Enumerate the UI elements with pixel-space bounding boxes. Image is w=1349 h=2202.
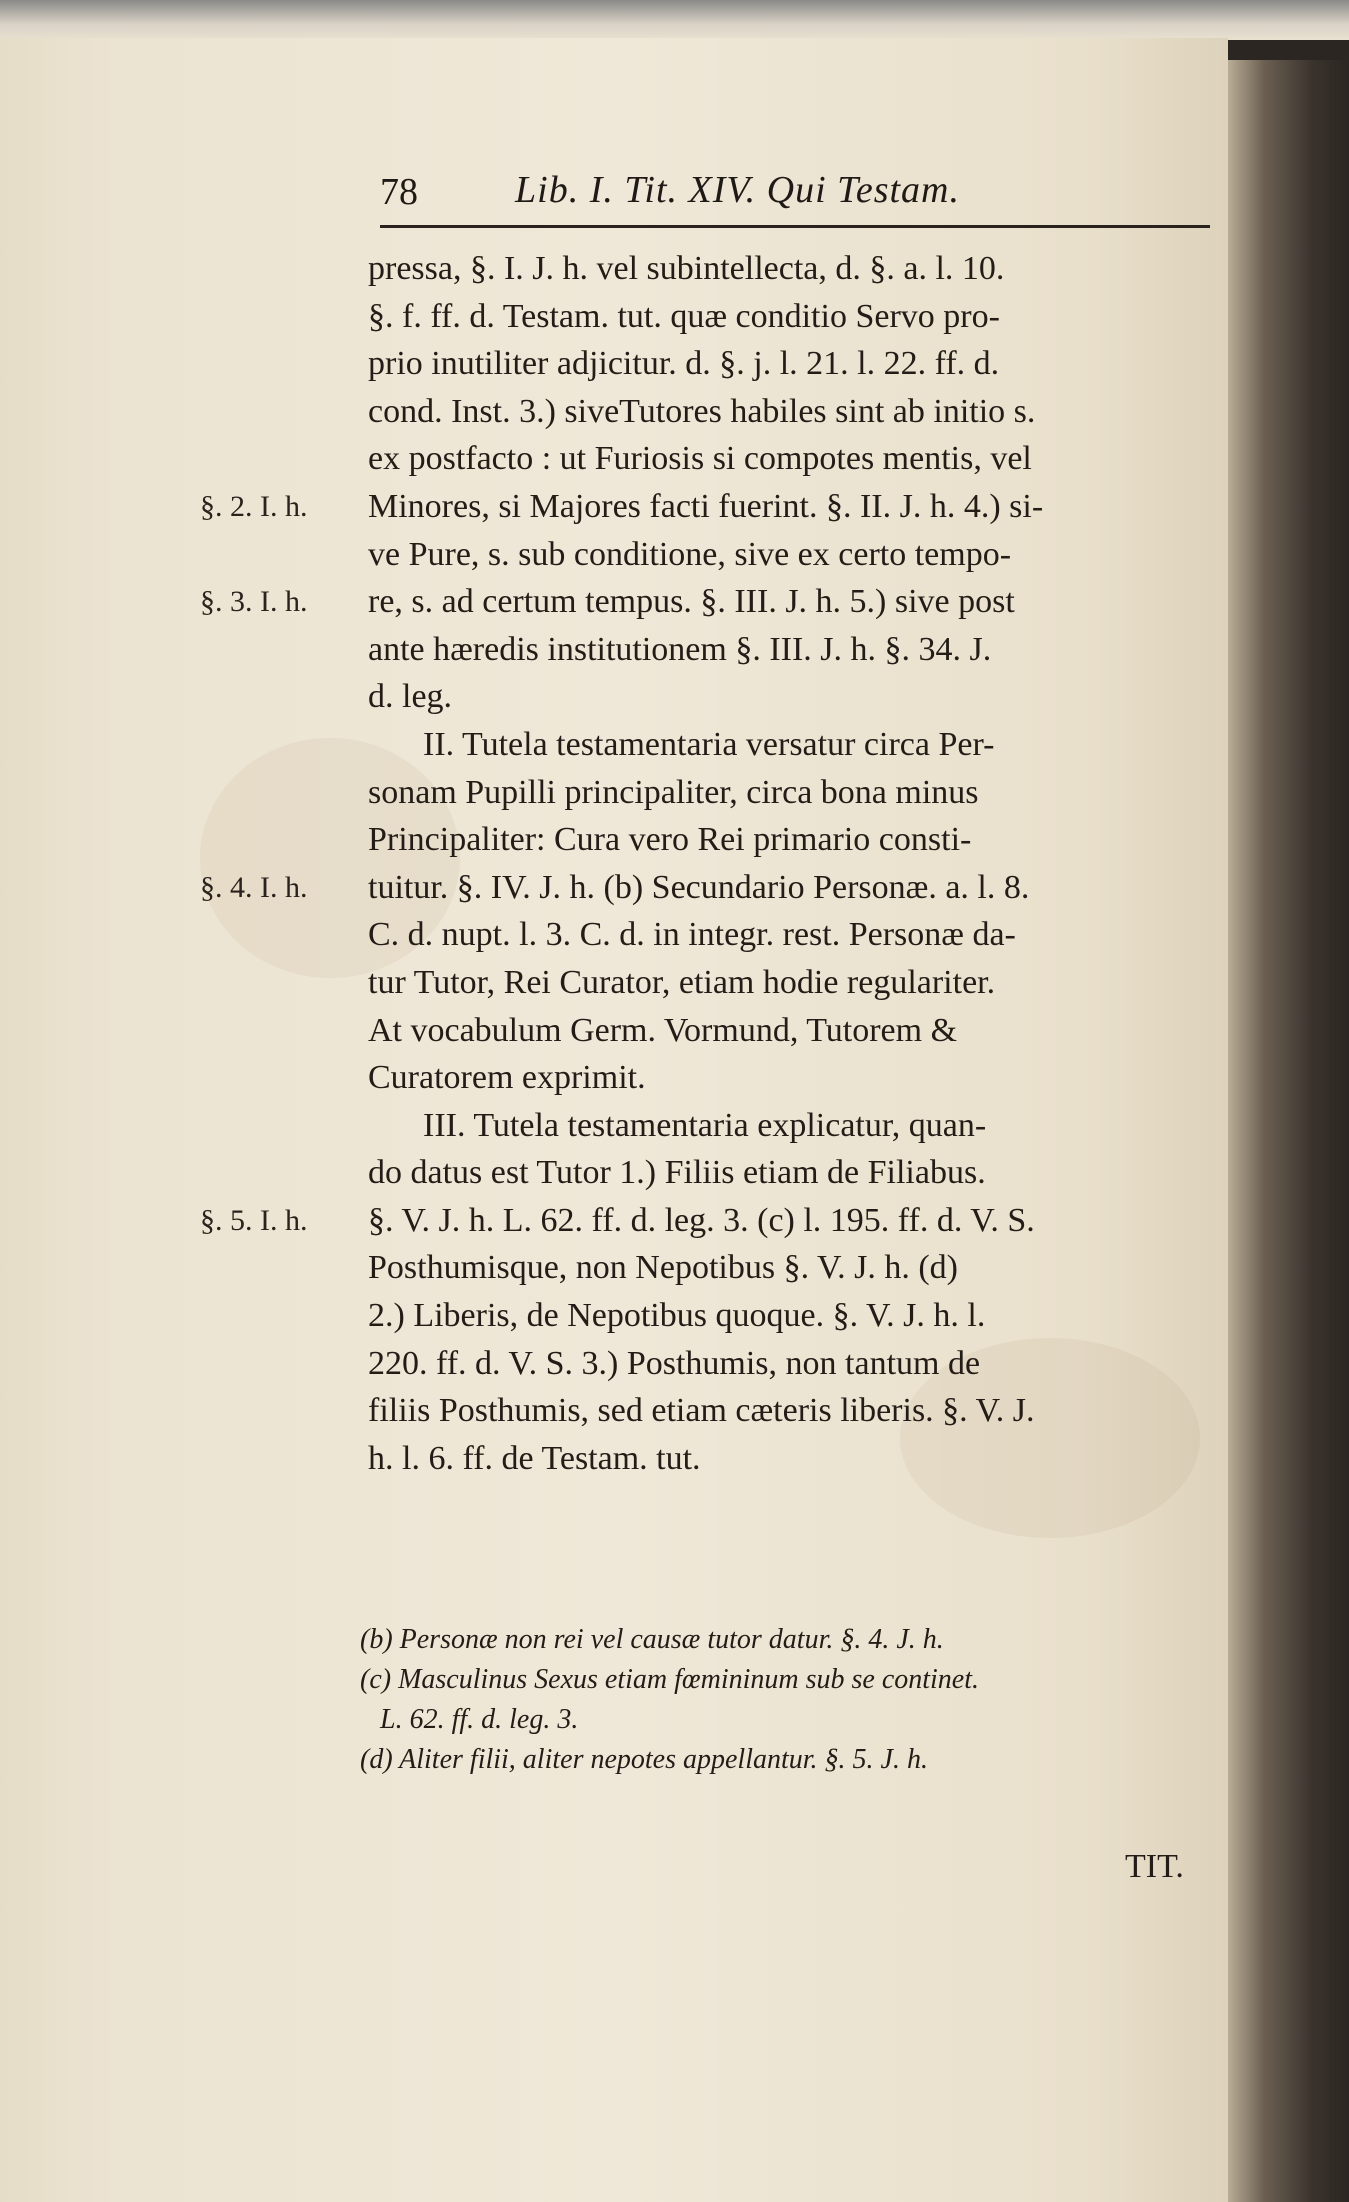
text-line: h. l. 6. ff. de Testam. tut. <box>368 1439 701 1477</box>
text-line: 220. ff. d. V. S. 3.) Posthumis, non tantum de <box>368 1344 981 1382</box>
text-line: §. V. J. h. L. 62. ff. d. leg. 3. (c) l. 195. ff. d. V. S. <box>368 1201 1035 1239</box>
footnote: (c) Masculinus Sexus etiam fœmininum sub se continet. <box>360 1664 980 1695</box>
text-line: ante hæredis institutionem §. III. J. h. §. 34. J. <box>368 630 992 668</box>
text-line: ex postfacto : ut Furiosis si compotes mentis, vel <box>368 440 1032 478</box>
text-line: cond. Inst. 3.) siveTutores habiles sint ab initio s. <box>368 392 1036 430</box>
text-line: Posthumisque, non Nepotibus §. V. J. h. (d) <box>368 1249 959 1287</box>
page-number: 78 <box>380 171 418 213</box>
text-line: Minores, si Majores facti fuerint. §. II. J. h. 4.) si- <box>368 487 1044 525</box>
footnote: L. 62. ff. d. leg. 3. <box>380 1704 579 1735</box>
text-line: II. Tutela testamentaria versatur circa Per- <box>423 725 995 763</box>
body-text <box>368 245 1218 1482</box>
text-line: sonam Pupilli principaliter, circa bona minus <box>368 773 979 811</box>
page-top-shadow <box>0 0 1349 40</box>
text-line: tuitur. §. IV. J. h. (b) Secundario Personæ. a. l. 8. <box>368 868 1030 906</box>
text-line: III. Tutela testamentaria explicatur, quan- <box>423 1106 987 1144</box>
text-line: do datus est Tutor 1.) Filiis etiam de Filiabus. <box>368 1154 986 1192</box>
text-line: pressa, §. I. J. h. vel subintellecta, d. §. a. l. 10. <box>368 250 1005 287</box>
text-line: §. f. ff. d. Testam. tut. quæ conditio Servo pro- <box>368 297 1000 335</box>
text-line: Principaliter: Cura vero Rei primario consti- <box>368 821 972 859</box>
text-line: prio inutiliter adjicitur. d. §. j. l. 21. l. 22. ff. d. <box>368 345 1000 383</box>
footnote: (d) Aliter filii, aliter nepotes appellantur. §. 5. J. h. <box>360 1744 928 1775</box>
margin-note: §. 3. I. h. <box>200 585 308 618</box>
margin-note: §. 5. I. h. <box>200 1204 308 1237</box>
footnote: (b) Personæ non rei vel causæ tutor datur. §. 4. J. h. <box>360 1624 944 1655</box>
footnotes <box>360 1620 1210 1780</box>
text-line: C. d. nupt. l. 3. C. d. in integr. rest. Personæ da- <box>368 916 1016 954</box>
text-line: re, s. ad certum tempus. §. III. J. h. 5.) sive post <box>368 583 1015 621</box>
text-line: Curatorem exprimit. <box>368 1059 646 1097</box>
margin-note: §. 4. I. h. <box>200 871 308 904</box>
text-line: At vocabulum Germ. Vormund, Tutorem & <box>368 1011 958 1049</box>
text-line: 2.) Liberis, de Nepotibus quoque. §. V. J. h. l. <box>368 1297 986 1335</box>
text-line: d. leg. <box>368 678 453 716</box>
text-line: tur Tutor, Rei Curator, etiam hodie regulariter. <box>368 963 996 1001</box>
margin-note: §. 2. I. h. <box>200 490 308 523</box>
text-line: filiis Posthumis, sed etiam cæteris liberis. §. V. J. <box>368 1392 1035 1430</box>
running-title: Lib. I. Tit. XIV. Qui Testam. <box>515 169 960 211</box>
catchword: TIT. <box>1125 1848 1184 1885</box>
page-edge-shadow <box>1228 60 1349 2202</box>
running-head <box>380 150 1210 220</box>
header-rule <box>380 225 1210 228</box>
text-line: ve Pure, s. sub conditione, sive ex certo tempo- <box>368 535 1012 573</box>
